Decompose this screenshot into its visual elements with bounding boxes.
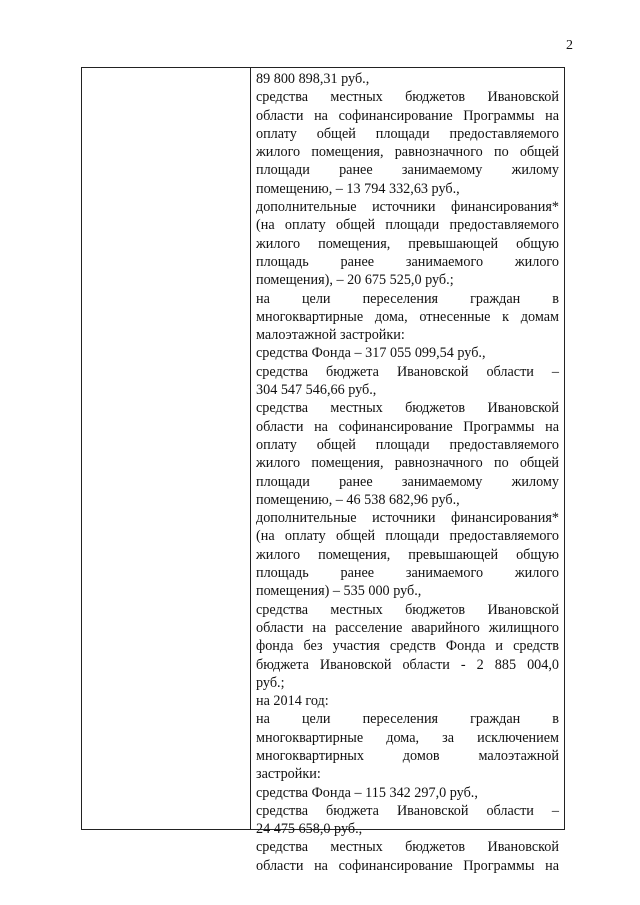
text-line: области на софинансирование Программы на (256, 418, 559, 435)
program-table (81, 67, 565, 874)
text-line: средства местных бюджетов Ивановской (256, 400, 559, 417)
table-left-cell (82, 68, 251, 829)
text-line: многоквартирные дома, отнесенные к домам (256, 308, 559, 325)
text-line: средства бюджета Ивановской области – (256, 363, 559, 380)
text-line: средства бюджета Ивановской области – (256, 802, 559, 819)
text-line: многоквартирных домов малоэтажной (256, 747, 559, 764)
text-line: площадь ранее занимаемого жилого (256, 565, 559, 582)
text-line: помещения) – 535 000 руб., (256, 583, 422, 600)
text-line: средства местных бюджетов Ивановской (256, 601, 559, 618)
text-line: на 2014 год: (256, 693, 329, 710)
text-line: средства Фонда – 317 055 099,54 руб., (256, 345, 486, 362)
text-line: оплату общей площади предоставляемого (256, 436, 559, 453)
text-line: дополнительные источники финансирования* (256, 199, 559, 216)
text-line: средства местных бюджетов Ивановской (256, 89, 559, 106)
text-line: области на софинансирование Программы на (256, 107, 559, 124)
text-line: площади ранее занимаемому жилому (256, 162, 559, 179)
text-line: 24 475 658,0 руб., (256, 821, 363, 838)
text-line: дополнительные источники финансирования* (256, 510, 559, 527)
text-line: оплату общей площади предоставляемого (256, 125, 559, 142)
text-line: малоэтажной застройки: (256, 327, 405, 344)
text-line: фонда без участия средств Фонда и средств (256, 638, 559, 655)
table-right-cell (251, 68, 564, 874)
text-line: площадь ранее занимаемого жилого (256, 253, 559, 270)
text-line: многоквартирные дома, за исключением (256, 729, 559, 746)
text-line: средства местных бюджетов Ивановской (256, 839, 559, 856)
text-line: средства Фонда – 115 342 297,0 руб., (256, 784, 478, 801)
text-line: бюджета Ивановской области - 2 885 004,0 (256, 656, 559, 673)
text-line: 89 800 898,31 руб., (256, 71, 370, 87)
text-line: жилого помещения, равнозначного по общей (256, 455, 559, 472)
text-line: области на софинансирование Программы на (256, 857, 559, 874)
text-line: (на оплату общей площади предоставляемого (256, 217, 559, 234)
text-line: области на расселение аварийного жилищного (256, 619, 559, 636)
text-line: 304 547 546,66 руб., (256, 382, 377, 399)
text-line: помещению, – 46 538 682,96 руб., (256, 491, 460, 508)
text-line: (на оплату общей площади предоставляемого (256, 528, 559, 545)
text-line: жилого помещения, превышающей общую (256, 546, 559, 563)
text-line: руб.; (256, 674, 285, 691)
page-number: 2 (566, 38, 573, 53)
text-line: на цели переселения граждан в (256, 290, 559, 307)
text-line: жилого помещения, превышающей общую (256, 235, 559, 252)
text-line: помещению, – 13 794 332,63 руб., (256, 180, 460, 197)
text-line: жилого помещения, равнозначного по общей (256, 144, 559, 161)
text-line: застройки: (256, 766, 321, 783)
text-line: площади ранее занимаемому жилому (256, 473, 559, 490)
text-line: на цели переселения граждан в (256, 711, 559, 728)
text-line: помещения), – 20 675 525,0 руб.; (256, 272, 454, 289)
